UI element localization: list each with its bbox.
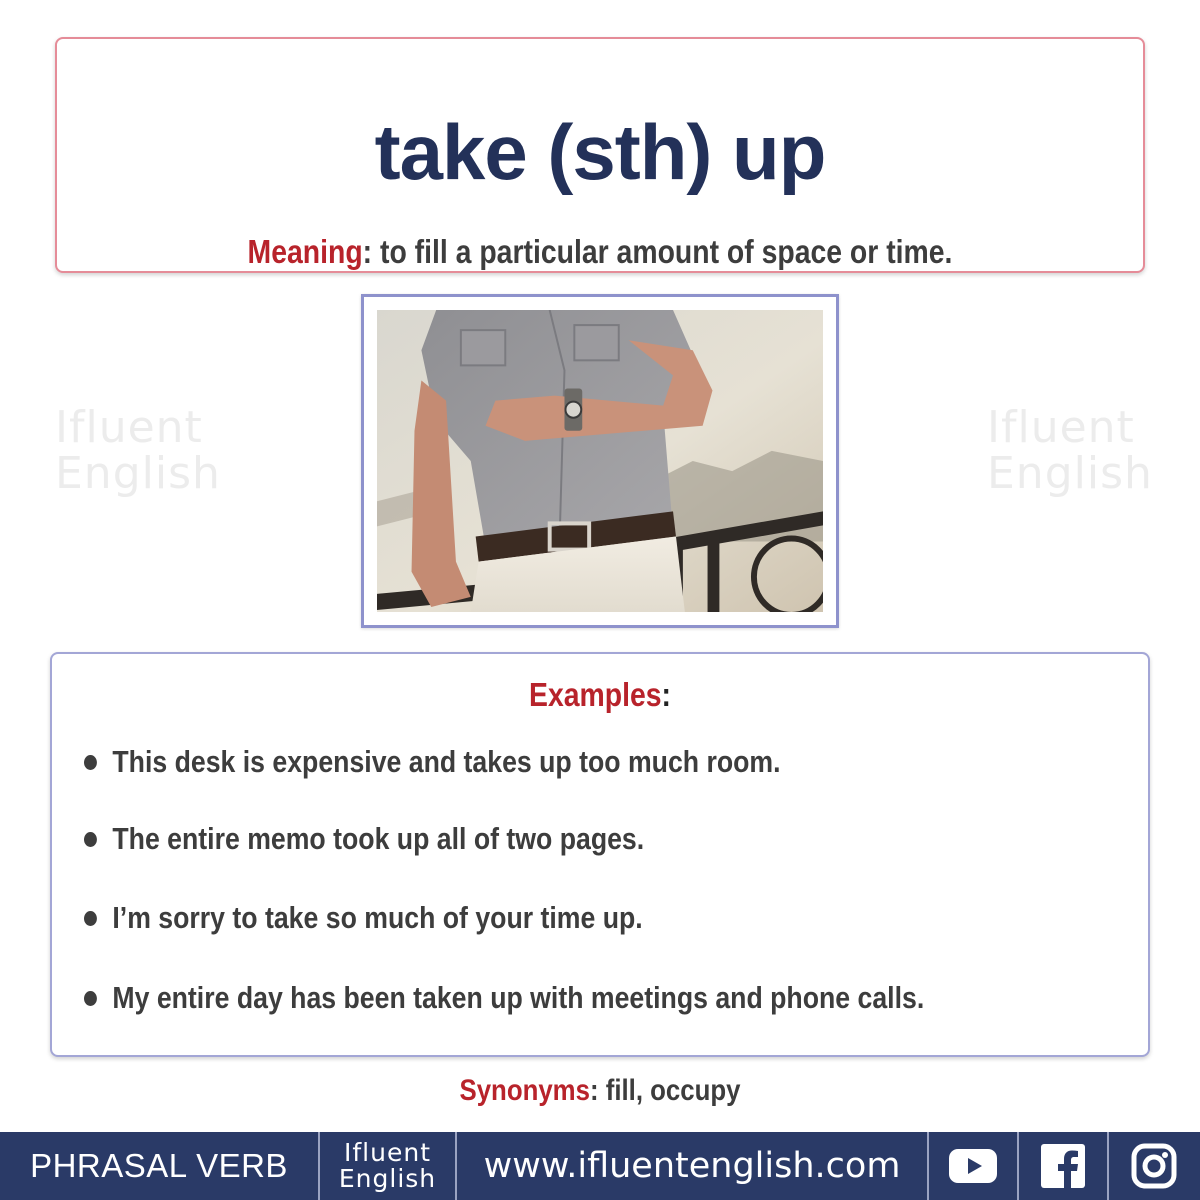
meaning-label: Meaning [247, 233, 363, 270]
title-card [55, 37, 1145, 273]
examples-colon: : [661, 676, 671, 713]
watermark-left [55, 402, 225, 499]
youtube-link[interactable] [929, 1132, 1019, 1200]
examples-label: Examples [529, 676, 662, 713]
example-item [84, 900, 643, 936]
bullet-icon [84, 832, 97, 847]
bullet-icon [84, 755, 97, 770]
man-checking-watch-photo [377, 310, 823, 612]
watermark-right [987, 402, 1157, 499]
synonyms-text: : fill, occupy [589, 1074, 741, 1107]
example-item [84, 821, 644, 857]
footer-category: PHRASAL VERB [0, 1132, 320, 1200]
watermark-left-line2: English [55, 448, 221, 499]
watermark-right-line2: English [987, 448, 1153, 499]
footer-brand-line2: English [338, 1164, 437, 1193]
synonyms-line [84, 1074, 1116, 1108]
footer-brand-logo[interactable] [320, 1132, 457, 1200]
example-text: My entire day has been taken up with meetings and phone calls. [112, 980, 925, 1015]
bullet-icon [84, 911, 97, 926]
youtube-icon [948, 1148, 998, 1184]
meaning-line [133, 233, 1067, 271]
instagram-link[interactable] [1109, 1132, 1199, 1200]
example-text: The entire memo took up all of two pages. [112, 821, 645, 856]
watermark-right-line1: Ifluent [987, 402, 1135, 453]
example-item [84, 744, 781, 780]
example-text: This desk is expensive and takes up too much room. [112, 744, 781, 779]
examples-heading [129, 676, 1072, 714]
bullet-icon [84, 991, 97, 1006]
watermark-left-line1: Ifluent [55, 402, 203, 453]
instagram-icon [1131, 1143, 1177, 1189]
meaning-text: : to fill a particular amount of space or time. [362, 233, 953, 270]
footer-brand-line1: Ifluent [344, 1138, 431, 1167]
examples-card [50, 652, 1150, 1057]
illustration-frame [361, 294, 839, 628]
example-item [84, 980, 924, 1016]
footer-bar [0, 1132, 1200, 1200]
example-text: I’m sorry to take so much of your time up. [112, 900, 643, 935]
facebook-icon [1041, 1144, 1085, 1188]
facebook-link[interactable] [1019, 1132, 1109, 1200]
footer-website-link[interactable]: www.ifluentenglish.com [457, 1132, 929, 1200]
synonyms-label: Synonyms [459, 1074, 590, 1107]
phrasal-verb-title: take (sth) up [374, 108, 826, 196]
